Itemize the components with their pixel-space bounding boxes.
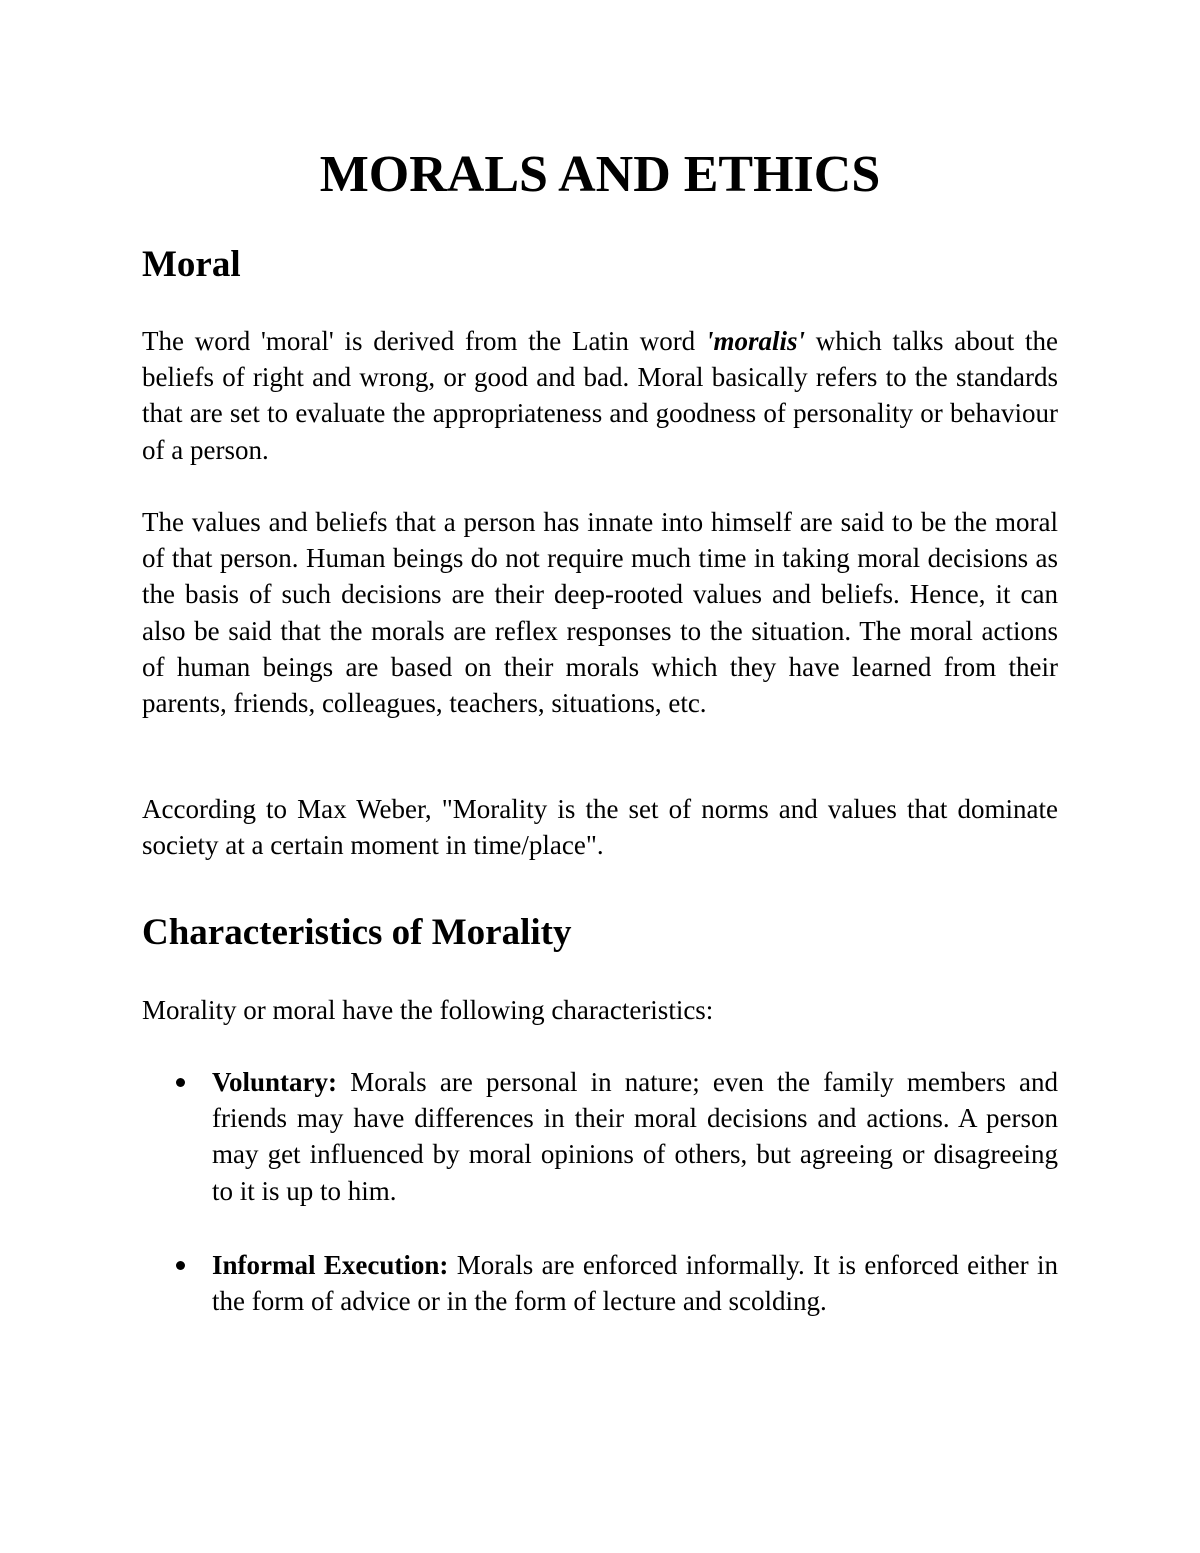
paragraph-moral-definition — [142, 323, 1058, 468]
characteristics-list-continued — [142, 1247, 1058, 1319]
paragraph-moral-values: The values and beliefs that a person has innate into himself are said to be the moral of that person. Human beings do not require much time in taking moral decisions as the basis of such decisions are their deep-rooted values and beliefs. Hence, it can also be said that the morals are reflex responses to the situation. The moral actions of human beings are based on their morals which they have learned from their parents, friends, colleagues, teachers, situations, etc. — [142, 507, 1058, 719]
paragraph-max-weber-quote: According to Max Weber, "Morality is the set of norms and values that dominate society at a certain moment in time/place". — [142, 794, 1058, 861]
bullet-icon — [176, 1261, 185, 1270]
list-item-informal-execution — [142, 1247, 1058, 1319]
section-heading-characteristics: Characteristics of Morality — [142, 912, 572, 953]
section-heading-moral: Moral — [142, 244, 241, 285]
paragraph-text: which talks about the beliefs of right and wrong, or good and bad. Moral basically refers to the standards that are set to evaluate the appropriateness and goodness of personality or behaviour of a person. — [142, 326, 1058, 465]
list-item-voluntary — [142, 1064, 1058, 1209]
document-title: MORALS AND ETHICS — [319, 146, 881, 203]
list-item-term: Voluntary: — [212, 1067, 338, 1097]
bullet-icon — [176, 1078, 185, 1087]
latin-term: 'moralis' — [705, 326, 805, 356]
list-item-term: Informal Execution: — [212, 1250, 449, 1280]
paragraph-text: The word 'moral' is derived from the Latin word — [142, 326, 706, 356]
list-item-text: Morals are personal in nature; even the family members and friends may have differences in their moral decisions and actions. A person may get influenced by moral opinions of others, but agreeing or disagreeing to it is up to him. — [212, 1067, 1058, 1206]
characteristics-list — [142, 1064, 1058, 1209]
paragraph-characteristics-intro: Morality or moral have the following characteristics: — [142, 995, 714, 1025]
list-item-text: Morals are enforced informally. It is enforced either in the form of advice or in the form of lecture and scolding. — [212, 1250, 1058, 1317]
